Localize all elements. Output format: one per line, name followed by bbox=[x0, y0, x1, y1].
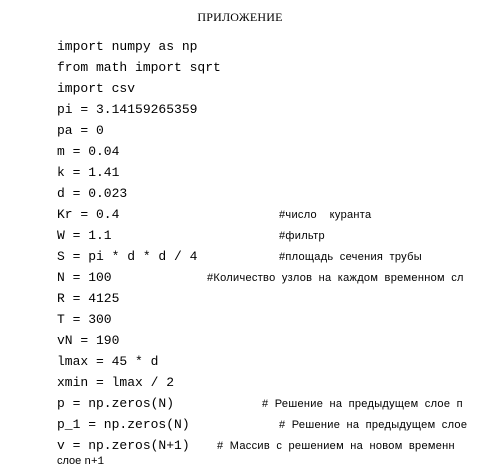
code-comment: # Решение на предыдущем слое п bbox=[262, 398, 463, 410]
code-comment: # Массив с решением на новом временн bbox=[217, 440, 455, 452]
code-text: W = 1.1 bbox=[57, 228, 112, 243]
code-text: p = np.zeros(N) bbox=[57, 396, 175, 411]
code-comment: #Количество узлов на каждом временном сл bbox=[207, 272, 464, 284]
code-line bbox=[57, 123, 480, 144]
code-line bbox=[57, 81, 480, 102]
page-title: ПРИЛОЖЕНИЕ bbox=[197, 10, 283, 24]
code-line bbox=[57, 417, 480, 438]
code-line bbox=[57, 144, 480, 165]
code-line bbox=[57, 333, 480, 354]
code-line bbox=[57, 312, 480, 333]
code-text: Kr = 0.4 bbox=[57, 207, 120, 222]
code-text: R = 4125 bbox=[57, 291, 120, 306]
code-line bbox=[57, 165, 480, 186]
code-text: S = pi * d * d / 4 bbox=[57, 249, 198, 264]
code-text: xmin = lmax / 2 bbox=[57, 375, 175, 390]
code-text: p_1 = np.zeros(N) bbox=[57, 417, 190, 432]
code-line bbox=[57, 438, 480, 454]
code-text: m = 0.04 bbox=[57, 144, 120, 159]
code-line bbox=[57, 270, 480, 291]
code-text: lmax = 45 * d bbox=[57, 354, 159, 369]
code-comment: #число куранта bbox=[279, 209, 372, 221]
code-text: import csv bbox=[57, 81, 136, 96]
code-listing bbox=[57, 39, 480, 469]
wrapped-code: n+1 bbox=[84, 456, 105, 468]
code-text: d = 0.023 bbox=[57, 186, 128, 201]
wrapped-comment-line bbox=[57, 454, 480, 469]
code-line bbox=[57, 228, 480, 249]
code-text: v = np.zeros(N+1) bbox=[57, 438, 190, 453]
code-line bbox=[57, 354, 480, 375]
code-comment: # Решение на предыдущем слое bbox=[279, 419, 468, 431]
code-comment: #фильтр bbox=[279, 230, 325, 242]
code-line bbox=[57, 207, 480, 228]
code-text: pa = 0 bbox=[57, 123, 104, 138]
code-text: k = 1.41 bbox=[57, 165, 120, 180]
code-comment: #площадь сечения трубы bbox=[279, 251, 422, 263]
wrapped-word: слое bbox=[57, 455, 82, 467]
code-text: pi = 3.14159265359 bbox=[57, 102, 198, 117]
code-line bbox=[57, 375, 480, 396]
code-line bbox=[57, 396, 480, 417]
code-line bbox=[57, 102, 480, 123]
code-line bbox=[57, 249, 480, 270]
code-text: from math import sqrt bbox=[57, 60, 221, 75]
code-line bbox=[57, 291, 480, 312]
code-line bbox=[57, 186, 480, 207]
code-text: vN = 190 bbox=[57, 333, 120, 348]
code-text: import numpy as np bbox=[57, 39, 198, 54]
code-text: N = 100 bbox=[57, 270, 112, 285]
code-line bbox=[57, 60, 480, 81]
code-text: T = 300 bbox=[57, 312, 112, 327]
code-line bbox=[57, 39, 480, 60]
